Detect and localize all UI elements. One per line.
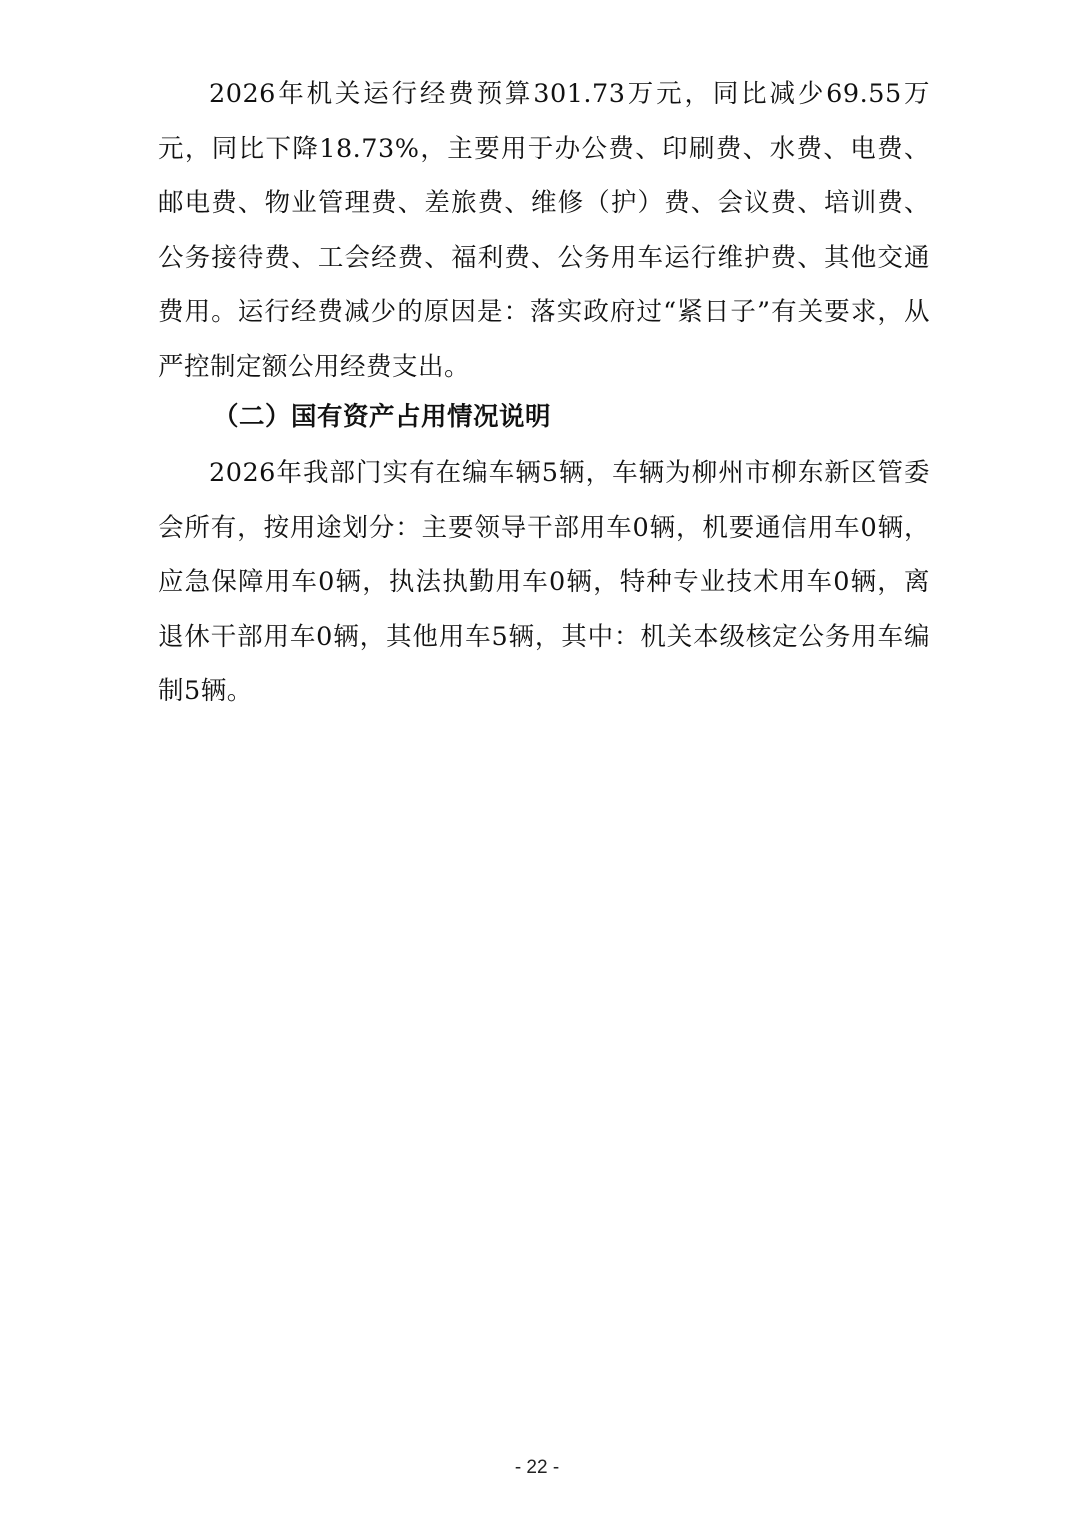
vehicles-paragraph: 2026年我部门实有在编车辆5辆，车辆为柳州市柳东新区管委会所有，按用途划分：主要领导干部用车0辆，机要通信用车0辆，应急保障用车0辆，执法执勤用车0辆，特种专业技术用车0辆，离退休干部用车0辆，其他用车5辆，其中：机关本级核定公务用车编制5辆。: [158, 458, 930, 707]
section-heading-state-assets: （二）国有资产占用情况说明: [213, 402, 552, 432]
operating-expenses-paragraph: 2026年机关运行经费预算301.73万元，同比减少69.55万元，同比下降18.73%，主要用于办公费、印刷费、水费、电费、邮电费、物业管理费、差旅费、维修（护）费、会议费、培训费、公务接待费、工会经费、福利费、公务用车运行维护费、其他交通费用。运行经费减少的原因是：落实政府过“紧日子”有关要求，从严控制定额公用经费支出。: [158, 79, 930, 382]
page-number: - 22 -: [514, 1457, 560, 1478]
